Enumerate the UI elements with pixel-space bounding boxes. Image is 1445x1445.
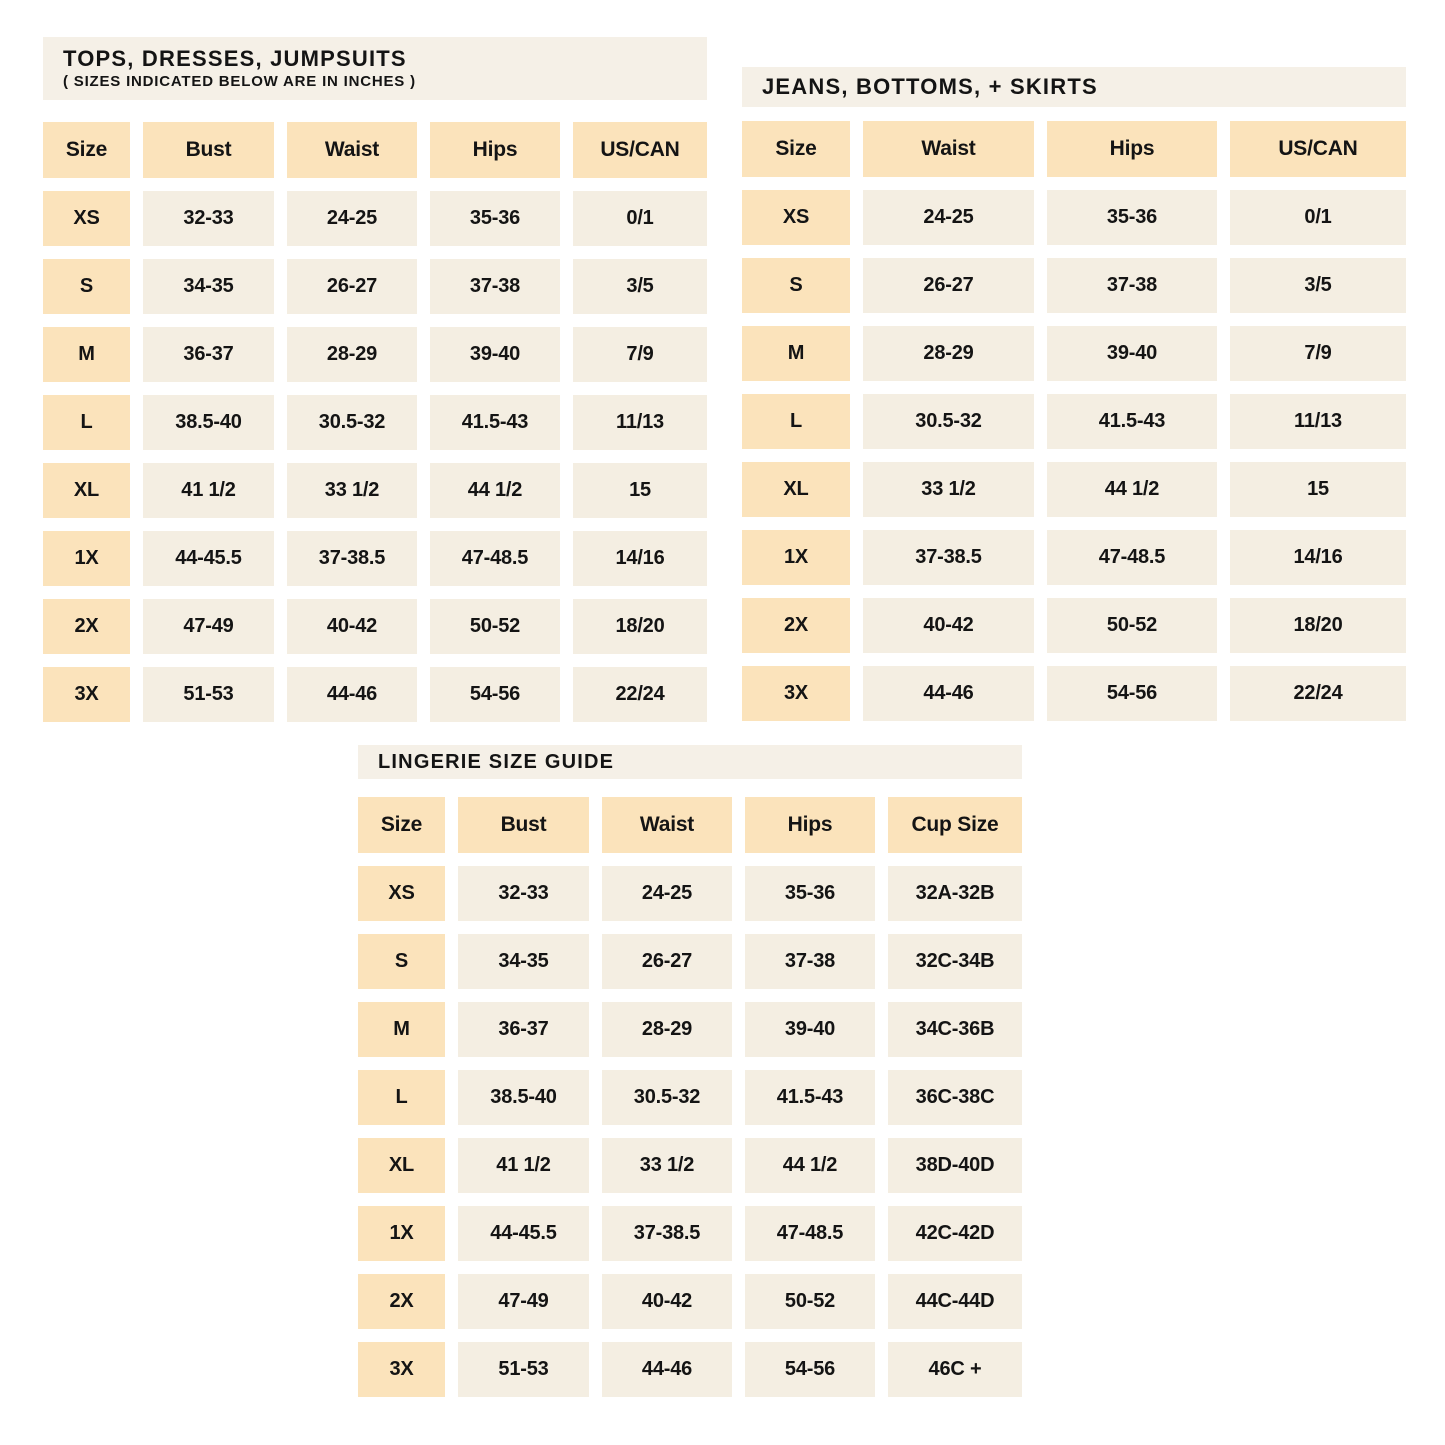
size-label-cell: S — [742, 258, 850, 313]
measurement-value-cell: 32-33 — [143, 191, 274, 246]
measurement-value-cell: 40-42 — [602, 1274, 732, 1329]
measurement-value-cell: 41 1/2 — [143, 463, 274, 518]
measurement-value-cell: 38.5-40 — [143, 395, 274, 450]
measurement-value-cell: 28-29 — [287, 327, 417, 382]
size-grid — [358, 797, 1022, 1397]
measurement-value-cell: 32C-34B — [888, 934, 1022, 989]
measurement-value-cell: 37-38 — [745, 934, 875, 989]
measurement-value-cell: 54-56 — [1047, 666, 1217, 721]
lingerie-size-guide-table — [358, 745, 1022, 1397]
column-header-us-can: US/CAN — [573, 122, 707, 178]
size-grid — [43, 122, 707, 722]
measurement-value-cell: 26-27 — [287, 259, 417, 314]
measurement-value-cell: 54-56 — [430, 667, 560, 722]
measurement-value-cell: 3/5 — [1230, 258, 1406, 313]
measurement-value-cell: 11/13 — [1230, 394, 1406, 449]
measurement-value-cell: 39-40 — [745, 1002, 875, 1057]
size-label-cell: 1X — [358, 1206, 445, 1261]
measurement-value-cell: 0/1 — [1230, 190, 1406, 245]
measurement-value-cell: 50-52 — [1047, 598, 1217, 653]
table-title-band — [742, 67, 1406, 107]
measurement-value-cell: 47-49 — [143, 599, 274, 654]
size-grid — [742, 121, 1406, 721]
measurement-value-cell: 37-38 — [1047, 258, 1217, 313]
measurement-value-cell: 35-36 — [1047, 190, 1217, 245]
size-label-cell: 2X — [43, 599, 130, 654]
measurement-value-cell: 30.5-32 — [602, 1070, 732, 1125]
measurement-value-cell: 40-42 — [287, 599, 417, 654]
measurement-value-cell: 42C-42D — [888, 1206, 1022, 1261]
column-header-hips: Hips — [430, 122, 560, 178]
size-label-cell: S — [43, 259, 130, 314]
measurement-value-cell: 36C-38C — [888, 1070, 1022, 1125]
measurement-value-cell: 40-42 — [863, 598, 1034, 653]
size-label-cell: XL — [742, 462, 850, 517]
table-title: TOPS, DRESSES, JUMPSUITS — [63, 45, 407, 71]
size-label-cell: 2X — [742, 598, 850, 653]
measurement-value-cell: 41 1/2 — [458, 1138, 589, 1193]
measurement-value-cell: 37-38.5 — [602, 1206, 732, 1261]
measurement-value-cell: 33 1/2 — [863, 462, 1034, 517]
measurement-value-cell: 37-38.5 — [287, 531, 417, 586]
measurement-value-cell: 18/20 — [573, 599, 707, 654]
measurement-value-cell: 14/16 — [573, 531, 707, 586]
measurement-value-cell: 51-53 — [143, 667, 274, 722]
measurement-value-cell: 24-25 — [287, 191, 417, 246]
size-label-cell: XL — [358, 1138, 445, 1193]
size-label-cell: L — [43, 395, 130, 450]
size-label-cell: XS — [43, 191, 130, 246]
measurement-value-cell: 47-48.5 — [430, 531, 560, 586]
measurement-value-cell: 32-33 — [458, 866, 589, 921]
measurement-value-cell: 38D-40D — [888, 1138, 1022, 1193]
jeans-bottoms-skirts-size-table — [742, 67, 1406, 721]
size-label-cell: M — [43, 327, 130, 382]
table-title: JEANS, BOTTOMS, + SKIRTS — [762, 73, 1098, 99]
measurement-value-cell: 36-37 — [458, 1002, 589, 1057]
measurement-value-cell: 44-46 — [287, 667, 417, 722]
measurement-value-cell: 15 — [573, 463, 707, 518]
size-label-cell: 3X — [43, 667, 130, 722]
size-label-cell: L — [358, 1070, 445, 1125]
measurement-value-cell: 34-35 — [458, 934, 589, 989]
measurement-value-cell: 32A-32B — [888, 866, 1022, 921]
size-label-cell: M — [742, 326, 850, 381]
size-label-cell: L — [742, 394, 850, 449]
measurement-value-cell: 37-38 — [430, 259, 560, 314]
measurement-value-cell: 34C-36B — [888, 1002, 1022, 1057]
measurement-value-cell: 44 1/2 — [430, 463, 560, 518]
measurement-value-cell: 37-38.5 — [863, 530, 1034, 585]
measurement-value-cell: 47-48.5 — [1047, 530, 1217, 585]
column-header-waist: Waist — [863, 121, 1034, 177]
measurement-value-cell: 44-46 — [863, 666, 1034, 721]
size-label-cell: 3X — [358, 1342, 445, 1397]
measurement-value-cell: 44C-44D — [888, 1274, 1022, 1329]
measurement-value-cell: 39-40 — [430, 327, 560, 382]
size-label-cell: XS — [358, 866, 445, 921]
measurement-value-cell: 44-45.5 — [458, 1206, 589, 1261]
measurement-value-cell: 7/9 — [1230, 326, 1406, 381]
column-header-size: Size — [358, 797, 445, 853]
measurement-value-cell: 33 1/2 — [602, 1138, 732, 1193]
size-label-cell: S — [358, 934, 445, 989]
column-header-waist: Waist — [602, 797, 732, 853]
measurement-value-cell: 7/9 — [573, 327, 707, 382]
measurement-value-cell: 46C + — [888, 1342, 1022, 1397]
measurement-value-cell: 11/13 — [573, 395, 707, 450]
measurement-value-cell: 14/16 — [1230, 530, 1406, 585]
size-label-cell: 1X — [742, 530, 850, 585]
measurement-value-cell: 47-48.5 — [745, 1206, 875, 1261]
measurement-value-cell: 28-29 — [863, 326, 1034, 381]
table-title: LINGERIE SIZE GUIDE — [378, 751, 615, 773]
size-label-cell: 1X — [43, 531, 130, 586]
table-title-band — [358, 745, 1022, 779]
measurement-value-cell: 28-29 — [602, 1002, 732, 1057]
measurement-value-cell: 36-37 — [143, 327, 274, 382]
measurement-value-cell: 26-27 — [863, 258, 1034, 313]
tops-dresses-jumpsuits-size-table — [43, 37, 707, 722]
measurement-value-cell: 41.5-43 — [430, 395, 560, 450]
measurement-value-cell: 50-52 — [745, 1274, 875, 1329]
measurement-value-cell: 44 1/2 — [1047, 462, 1217, 517]
measurement-value-cell: 41.5-43 — [745, 1070, 875, 1125]
size-label-cell: 3X — [742, 666, 850, 721]
measurement-value-cell: 41.5-43 — [1047, 394, 1217, 449]
column-header-us-can: US/CAN — [1230, 121, 1406, 177]
measurement-value-cell: 22/24 — [1230, 666, 1406, 721]
measurement-value-cell: 50-52 — [430, 599, 560, 654]
column-header-size: Size — [742, 121, 850, 177]
measurement-value-cell: 47-49 — [458, 1274, 589, 1329]
column-header-cup-size: Cup Size — [888, 797, 1022, 853]
measurement-value-cell: 44-45.5 — [143, 531, 274, 586]
table-subtitle: ( SIZES INDICATED BELOW ARE IN INCHES ) — [63, 72, 416, 90]
measurement-value-cell: 24-25 — [863, 190, 1034, 245]
measurement-value-cell: 30.5-32 — [287, 395, 417, 450]
column-header-bust: Bust — [143, 122, 274, 178]
column-header-hips: Hips — [745, 797, 875, 853]
measurement-value-cell: 26-27 — [602, 934, 732, 989]
measurement-value-cell: 3/5 — [573, 259, 707, 314]
measurement-value-cell: 51-53 — [458, 1342, 589, 1397]
measurement-value-cell: 0/1 — [573, 191, 707, 246]
measurement-value-cell: 15 — [1230, 462, 1406, 517]
measurement-value-cell: 34-35 — [143, 259, 274, 314]
column-header-size: Size — [43, 122, 130, 178]
measurement-value-cell: 44-46 — [602, 1342, 732, 1397]
column-header-bust: Bust — [458, 797, 589, 853]
measurement-value-cell: 38.5-40 — [458, 1070, 589, 1125]
column-header-hips: Hips — [1047, 121, 1217, 177]
measurement-value-cell: 35-36 — [430, 191, 560, 246]
size-label-cell: 2X — [358, 1274, 445, 1329]
table-title-band — [43, 37, 707, 100]
measurement-value-cell: 44 1/2 — [745, 1138, 875, 1193]
measurement-value-cell: 39-40 — [1047, 326, 1217, 381]
measurement-value-cell: 18/20 — [1230, 598, 1406, 653]
column-header-waist: Waist — [287, 122, 417, 178]
measurement-value-cell: 33 1/2 — [287, 463, 417, 518]
size-label-cell: XS — [742, 190, 850, 245]
size-label-cell: M — [358, 1002, 445, 1057]
measurement-value-cell: 30.5-32 — [863, 394, 1034, 449]
measurement-value-cell: 35-36 — [745, 866, 875, 921]
size-label-cell: XL — [43, 463, 130, 518]
measurement-value-cell: 24-25 — [602, 866, 732, 921]
measurement-value-cell: 54-56 — [745, 1342, 875, 1397]
measurement-value-cell: 22/24 — [573, 667, 707, 722]
